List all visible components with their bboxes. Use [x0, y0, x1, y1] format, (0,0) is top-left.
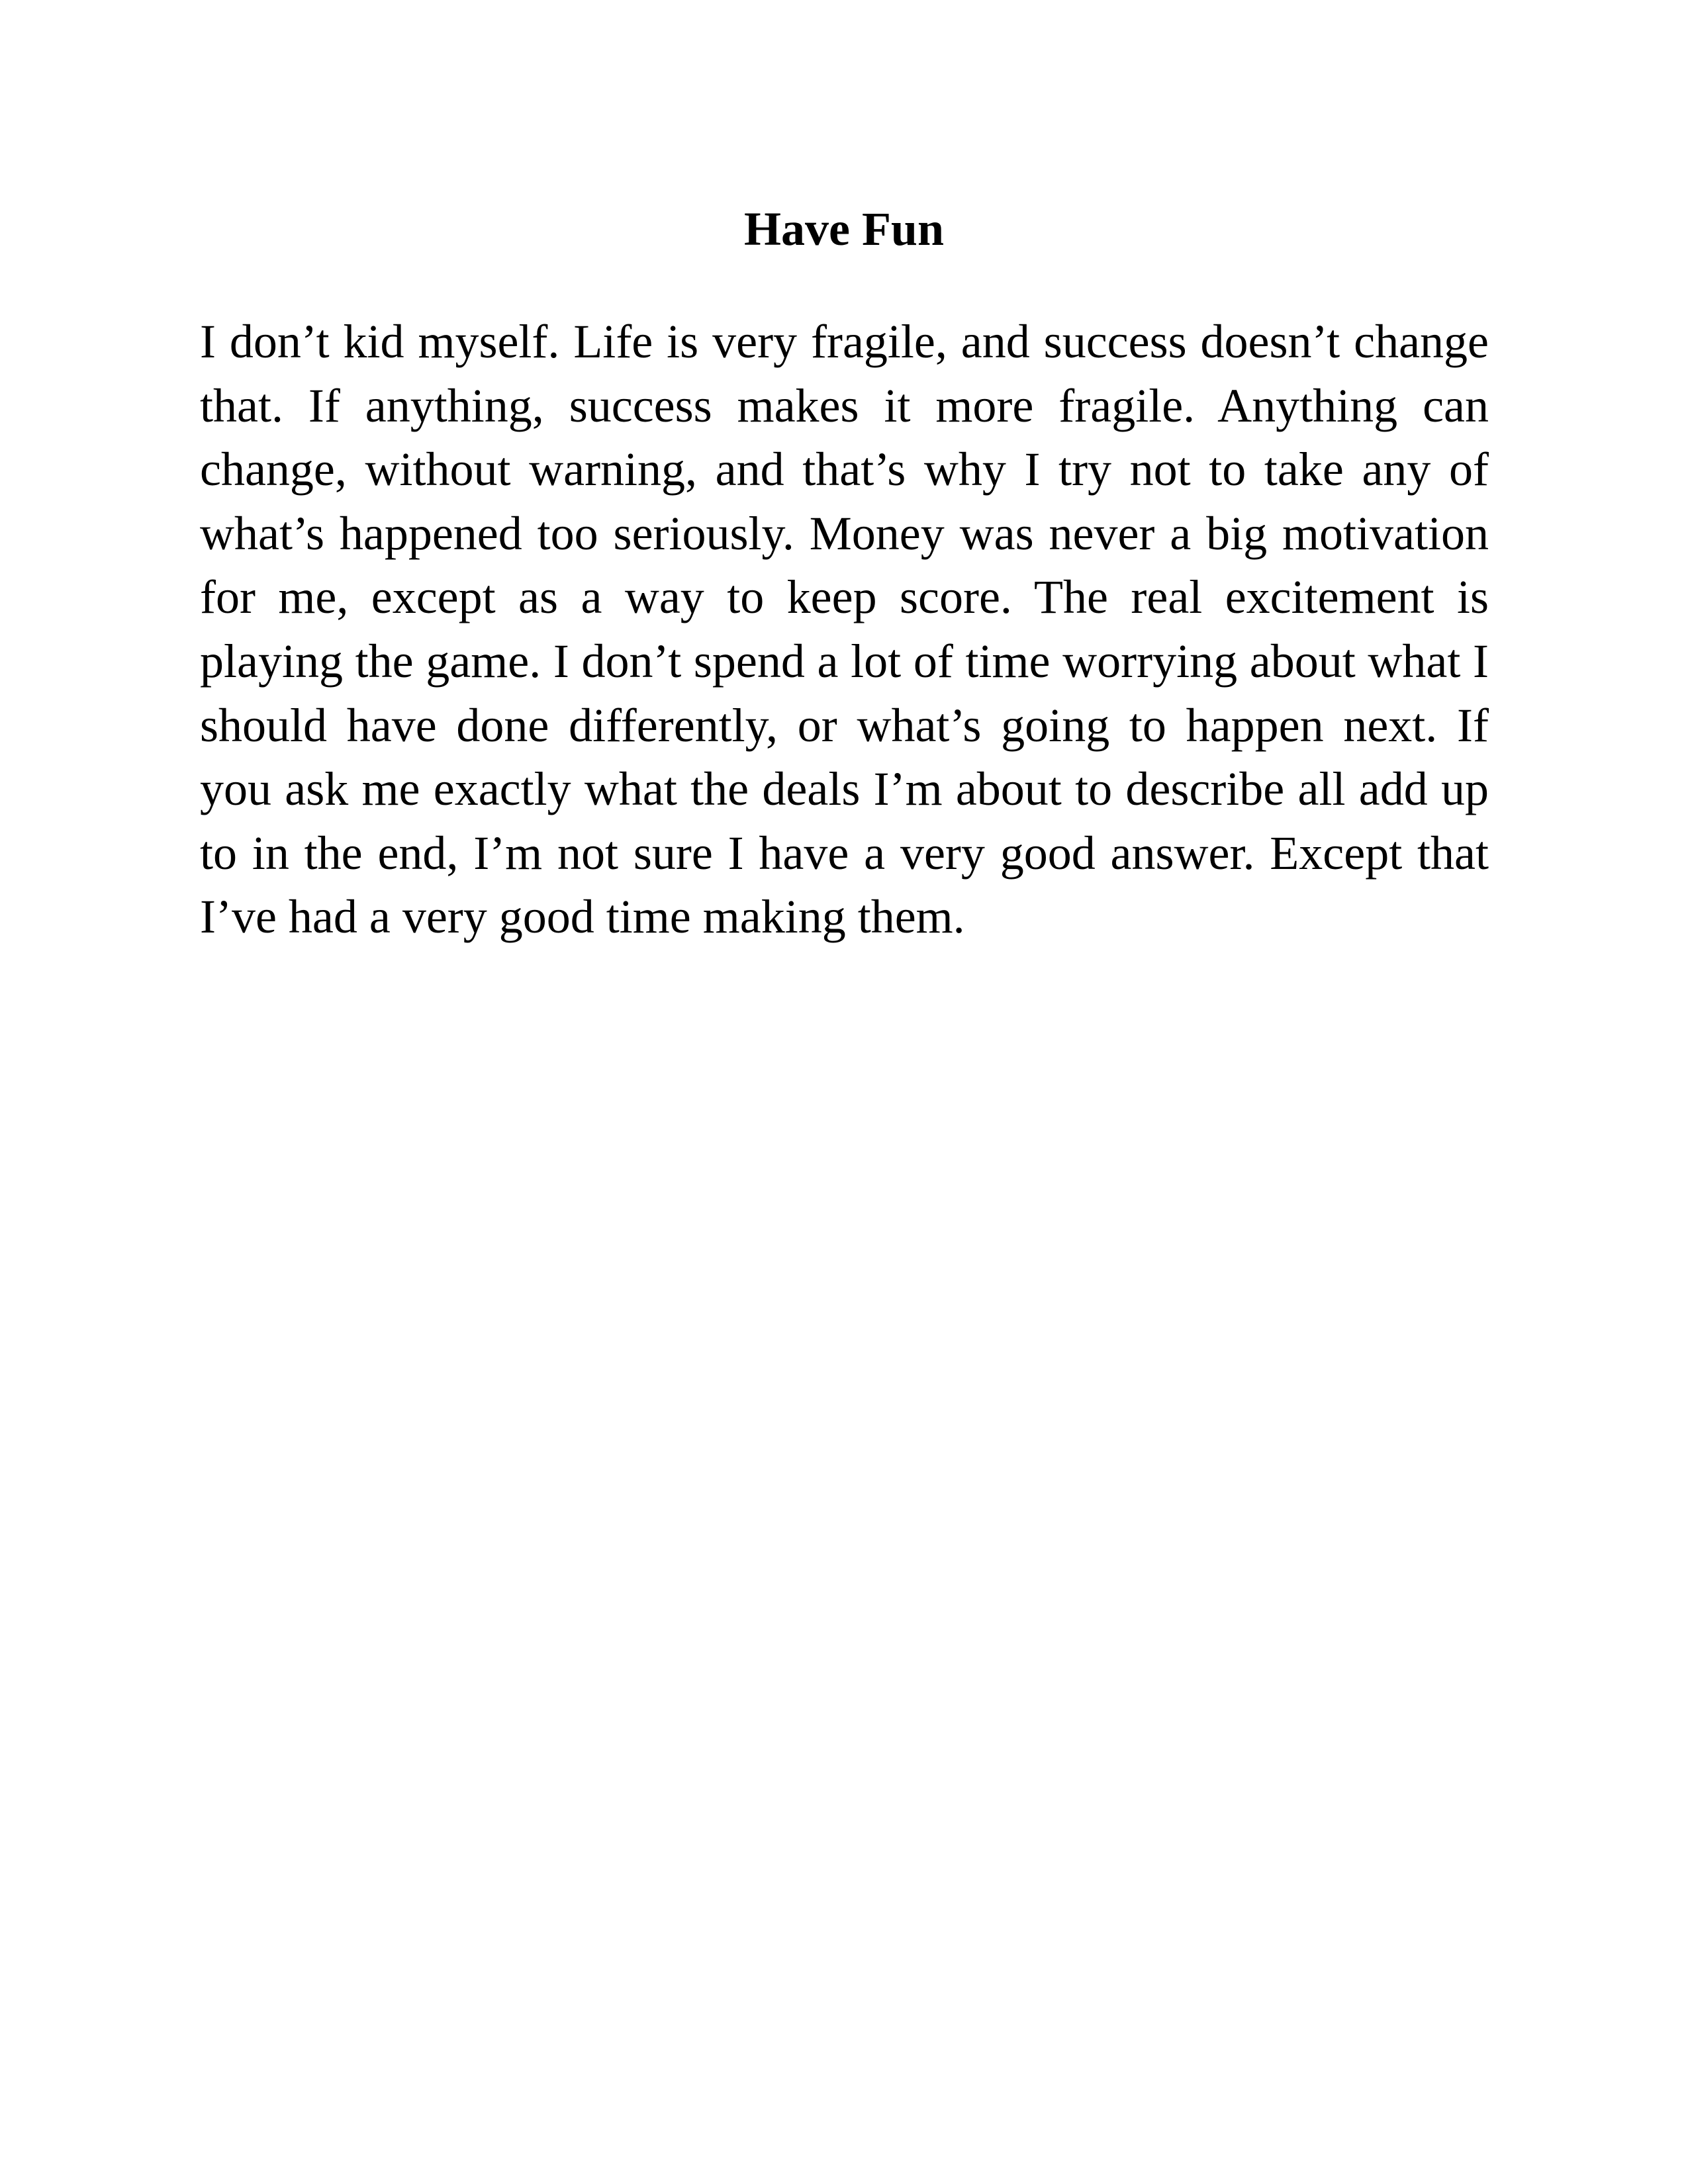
page-title: Have Fun: [743, 203, 945, 255]
body-paragraph: I don’t kid myself. Life is very fragile, and success doesn’t change that. If anything, success makes it more fragile. Anything can change, without warning, and that’s why I try not to take any of what’s happened too seriously. Money was never a big motivation for me, except as a way to keep score. The real excitement is playing the game. I don’t spend a lot of time worrying about what I should have done differently, or what’s going to happen next. If you ask me exactly what the deals I’m about to describe all add up to in the end, I’m not sure I have a very good answer. Except that I’ve had a very good time making them.: [200, 315, 1489, 944]
